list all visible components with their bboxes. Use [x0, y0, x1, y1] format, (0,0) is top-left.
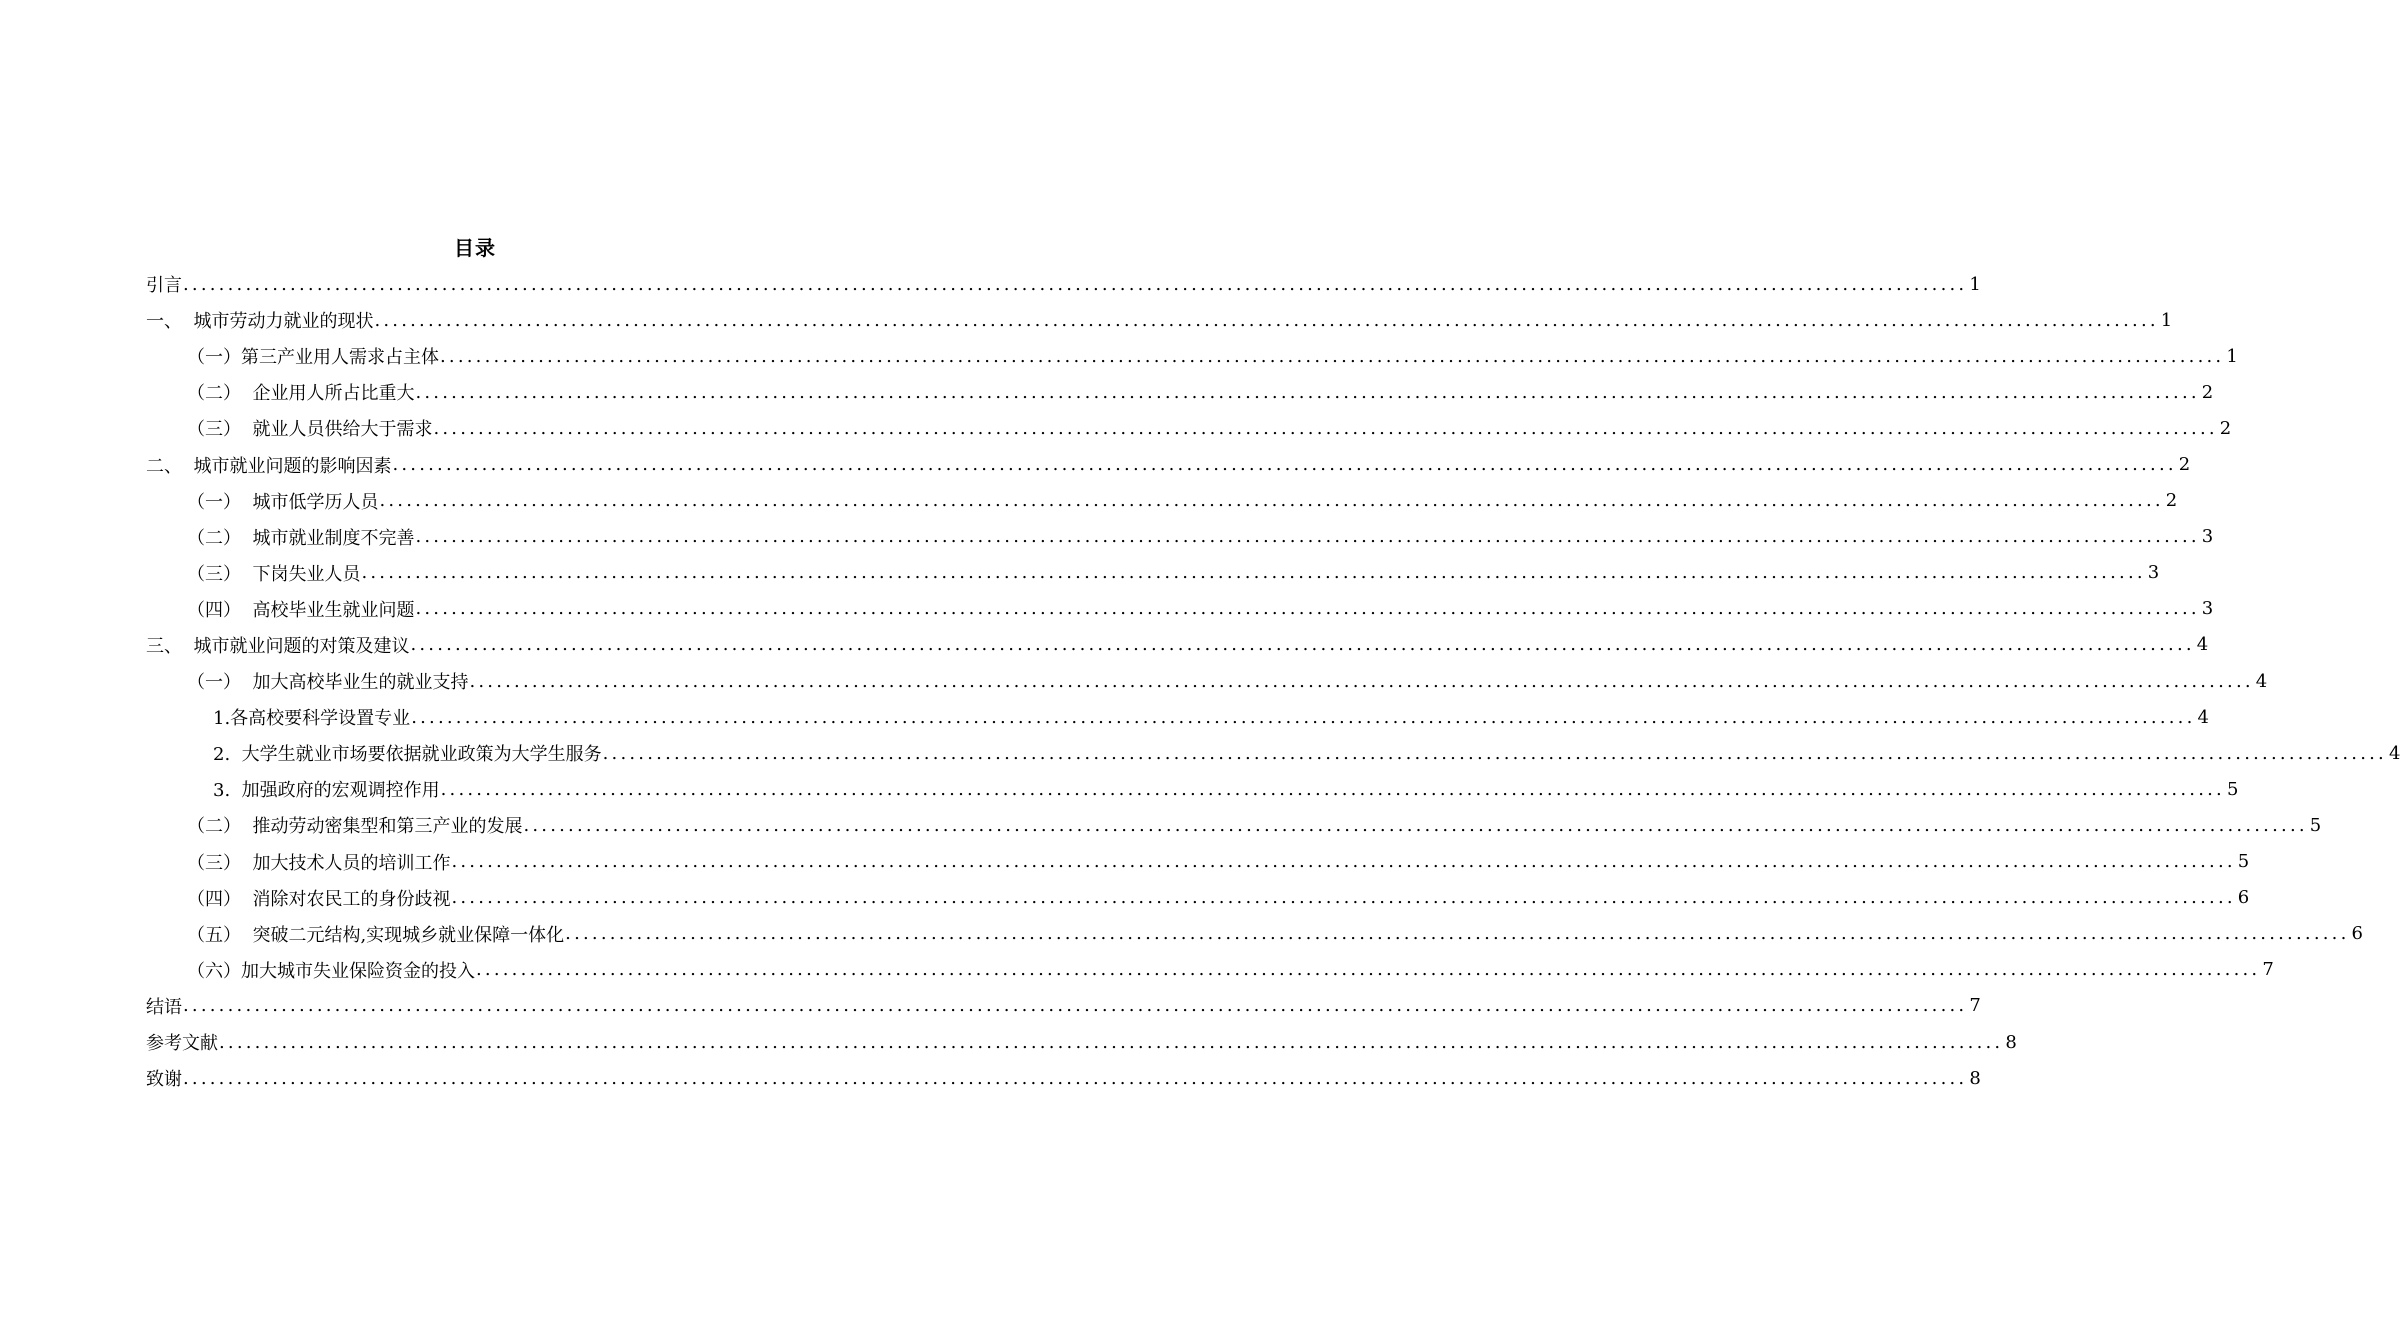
toc-entry[interactable]: [146, 519, 2214, 555]
toc-dot-leader: ........................................................................................................................................................................................................: [451, 851, 2236, 873]
toc-dot-leader: ........................................................................................................................................................................................................: [565, 923, 2350, 945]
toc-page-number: 4: [2196, 634, 2209, 656]
toc-entry[interactable]: [146, 699, 2209, 735]
toc-entry-text: （二） 推动劳动密集型和第三产业的发展: [187, 816, 523, 838]
toc-page-number: 2: [2165, 490, 2178, 512]
toc-page-number: 4: [2388, 742, 2400, 764]
toc-entry[interactable]: [146, 591, 2214, 627]
toc-entry[interactable]: [146, 988, 1981, 1024]
toc-entry[interactable]: [146, 807, 2322, 843]
toc-dot-leader: ........................................................................................................................................................................................................: [415, 381, 2200, 403]
toc-dot-leader: ........................................................................................................................................................................................................: [379, 490, 2164, 512]
toc-page-number: 3: [2201, 598, 2214, 620]
toc-entry-text: （六）加大城市失业保险资金的投入: [187, 960, 475, 982]
toc-dot-leader: ........................................................................................................................................................................................................: [433, 417, 2218, 439]
toc-entry[interactable]: [146, 555, 2160, 591]
toc-entry[interactable]: [146, 1060, 1981, 1096]
toc-page-number: 3: [2147, 562, 2160, 584]
toc-entry[interactable]: [146, 410, 2232, 446]
toc-entry[interactable]: [146, 771, 2239, 807]
toc-dot-leader: ........................................................................................................................................................................................................: [469, 670, 2254, 692]
toc-page-number: 3: [2201, 526, 2214, 548]
toc-page-number: 4: [2255, 670, 2268, 692]
toc-entry[interactable]: [146, 338, 2238, 374]
toc-entry-text: （一）第三产业用人需求占主体: [187, 347, 439, 369]
toc-dot-leader: ........................................................................................................................................................................................................: [411, 706, 2196, 728]
toc-entry-text: 致谢: [146, 1069, 182, 1091]
toc-page-number: 8: [2005, 1031, 2017, 1053]
toc-entry-text: 1.各高校要科学设置专业: [213, 708, 411, 730]
table-of-contents: [146, 266, 2400, 1096]
toc-entry-text: 参考文献: [146, 1033, 218, 1055]
toc-entry-text: （五） 突破二元结构,实现城乡就业保障一体化: [187, 924, 565, 946]
toc-entry-text: （一） 城市低学历人员: [187, 491, 379, 513]
toc-entry-text: 3. 加强政府的宏观调控作用: [213, 780, 440, 802]
toc-entry[interactable]: [146, 627, 2209, 663]
toc-entry-text: （一） 加大高校毕业生的就业支持: [187, 672, 469, 694]
toc-page-number: 2: [2219, 417, 2232, 439]
toc-page-number: 8: [1969, 1067, 1981, 1089]
toc-entry-text: （三） 加大技术人员的培训工作: [187, 852, 451, 874]
toc-entry-text: 一、 城市劳动力就业的现状: [146, 311, 374, 333]
toc-page-number: 5: [2237, 851, 2250, 873]
toc-entry-text: （四） 消除对农民工的身份歧视: [187, 888, 451, 910]
toc-entry-text: （二） 企业用人所占比重大: [187, 383, 415, 405]
toc-entry-text: 结语: [146, 996, 182, 1018]
toc-dot-leader: ........................................................................................................................................................................................................: [361, 562, 2146, 584]
toc-entry[interactable]: [146, 880, 2250, 916]
toc-page-number: 5: [2309, 814, 2322, 836]
toc-dot-leader: ........................................................................................................................................................................................................: [523, 814, 2308, 836]
toc-entry-text: 2. 大学生就业市场要依据就业政策为大学生服务: [213, 744, 602, 766]
toc-dot-leader: ........................................................................................................................................................................................................: [440, 345, 2225, 367]
toc-entry-text: 二、 城市就业问题的影响因素: [146, 455, 392, 477]
toc-page-number: 6: [2237, 887, 2250, 909]
toc-dot-leader: ........................................................................................................................................................................................................: [392, 454, 2177, 476]
toc-page-number: 6: [2351, 923, 2363, 945]
toc-page-number: 1: [2160, 309, 2173, 331]
toc-entry-text: （三） 就业人员供给大于需求: [187, 419, 433, 441]
toc-title: 目录: [454, 236, 496, 260]
toc-dot-leader: ........................................................................................................................................................................................................: [183, 1067, 1968, 1089]
toc-page-number: 2: [2201, 381, 2214, 403]
toc-dot-leader: ........................................................................................................................................................................................................: [415, 526, 2200, 548]
toc-entry[interactable]: [146, 735, 2400, 771]
toc-entry[interactable]: [146, 844, 2250, 880]
toc-entry[interactable]: [146, 916, 2363, 952]
toc-entry-text: （二） 城市就业制度不完善: [187, 527, 415, 549]
toc-dot-leader: ........................................................................................................................................................................................................: [183, 995, 1968, 1017]
toc-entry[interactable]: [146, 952, 2274, 988]
toc-entry-text: （四） 高校毕业生就业问题: [187, 599, 415, 621]
toc-entry-text: 引言: [146, 275, 182, 297]
toc-dot-leader: ........................................................................................................................................................................................................: [219, 1031, 2004, 1053]
toc-entry[interactable]: [146, 663, 2268, 699]
toc-entry-text: 三、 城市就业问题的对策及建议: [146, 635, 410, 657]
toc-dot-leader: ........................................................................................................................................................................................................: [440, 778, 2225, 800]
toc-page-number: 4: [2197, 706, 2209, 728]
toc-page-number: 2: [2178, 454, 2191, 476]
toc-dot-leader: ........................................................................................................................................................................................................: [451, 887, 2236, 909]
toc-dot-leader: ........................................................................................................................................................................................................: [410, 634, 2195, 656]
toc-page-number: 7: [1969, 995, 1981, 1017]
toc-entry[interactable]: [146, 1024, 2017, 1060]
toc-dot-leader: ........................................................................................................................................................................................................: [415, 598, 2200, 620]
toc-page-number: 7: [2262, 959, 2274, 981]
toc-entry[interactable]: [146, 374, 2214, 410]
toc-entry[interactable]: [146, 302, 2173, 338]
toc-page-number: 1: [1969, 273, 1981, 295]
toc-dot-leader: ........................................................................................................................................................................................................: [374, 309, 2159, 331]
toc-entry[interactable]: [146, 483, 2178, 519]
toc-page-number: 1: [2226, 345, 2238, 367]
toc-dot-leader: ........................................................................................................................................................................................................: [476, 959, 2261, 981]
toc-entry[interactable]: [146, 266, 1981, 302]
toc-page-number: 5: [2226, 778, 2239, 800]
toc-dot-leader: ........................................................................................................................................................................................................: [183, 273, 1968, 295]
toc-entry[interactable]: [146, 446, 2191, 482]
toc-dot-leader: ........................................................................................................................................................................................................: [602, 742, 2387, 764]
toc-entry-text: （三） 下岗失业人员: [187, 563, 361, 585]
